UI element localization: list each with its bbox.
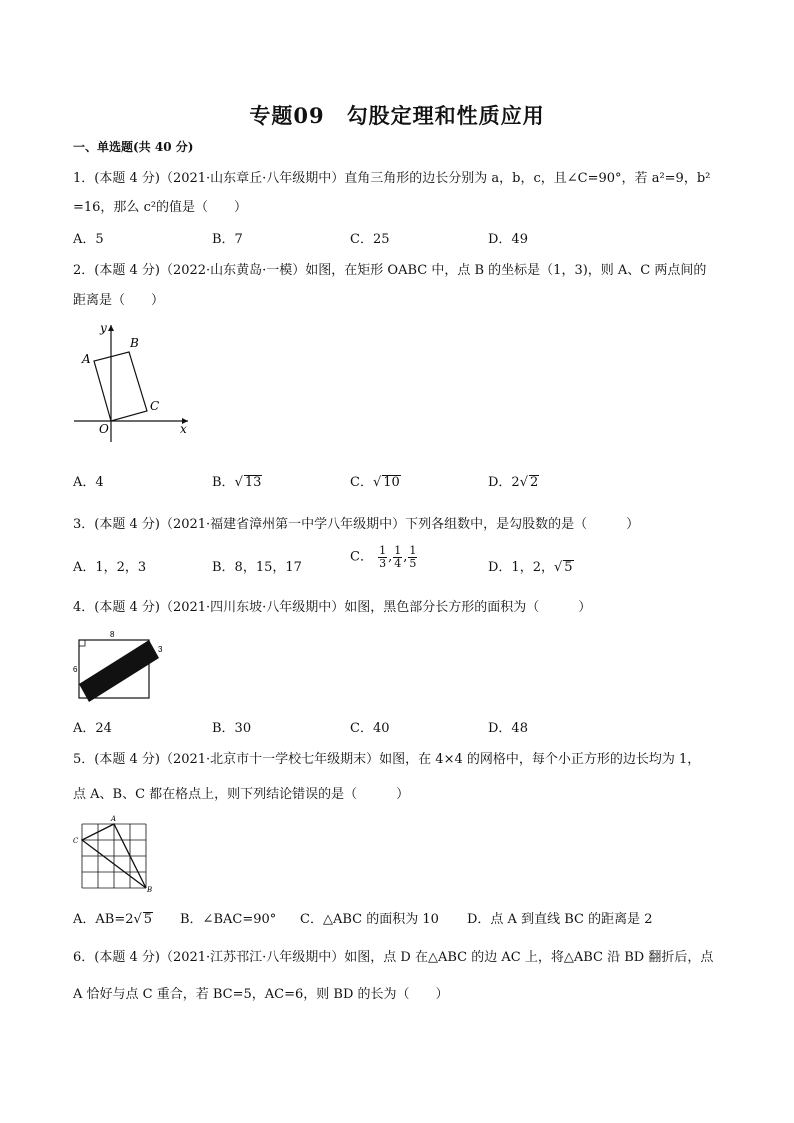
q3-option-c[interactable]: C． $\frac{1}{3}$ , $\frac{1}{4}$ , $\frac{1}{5}$: [350, 544, 417, 570]
q2-option-b[interactable]: B．√ 13: [212, 475, 262, 490]
point-b-label: B: [130, 336, 139, 350]
q5-point-b: B: [147, 886, 153, 893]
q1-option-b[interactable]: B．7: [212, 232, 243, 247]
q4-option-c[interactable]: C．40: [350, 721, 390, 736]
q3-option-b[interactable]: B．8，15，17: [212, 560, 302, 575]
q6-stem-line1: 6．(本题 4 分)（2021·江苏邗江·八年级期中）如图，点 D 在△ABC 的边 AC 上，将△ABC 沿 BD 翻折后，点: [73, 950, 714, 965]
q2-option-a[interactable]: A．4: [73, 475, 104, 490]
q1-stem-line1: 1．(本题 4 分)（2021·山东章丘·八年级期中）直角三角形的边长分别为 a，b，c，且∠C=90°，若 a²=9，b²: [73, 171, 711, 186]
q5-option-c[interactable]: C．△ABC 的面积为 10: [300, 912, 439, 927]
q4-option-a[interactable]: A．24: [73, 721, 112, 736]
y-axis-label: y: [100, 321, 107, 335]
q4-label-top: 8: [110, 630, 115, 639]
q3-option-d[interactable]: D．1，2，√ 5: [488, 560, 573, 575]
q5-point-c: C: [73, 837, 79, 845]
q5-option-b[interactable]: B．∠BAC=90°: [180, 912, 277, 927]
q1-option-d[interactable]: D．49: [488, 232, 528, 247]
q4-option-b[interactable]: B．30: [212, 721, 252, 736]
q1-option-c[interactable]: C．25: [350, 232, 390, 247]
q2-stem-line1: 2．(本题 4 分)（2022·山东黄岛·一模）如图，在矩形 OABC 中，点 B 的坐标是（1，3)，则 A、C 两点间的: [73, 263, 707, 278]
origin-label: O: [99, 422, 109, 436]
q4-stem-line1: 4．(本题 4 分)（2021·四川东坡·八年级期中）如图，黑色部分长方形的面积为（ ）: [73, 600, 592, 615]
q5-grid-figure: [70, 815, 155, 893]
section-heading: 一、单选题(共 40 分): [73, 140, 194, 154]
q5-option-d[interactable]: D．点 A 到直线 BC 的距离是 2: [467, 912, 653, 927]
q1-stem-line2: =16，那么 c²的值是（ ）: [73, 200, 248, 215]
page-title: 专题09 勾股定理和性质应用: [249, 103, 545, 128]
q5-stem-line1: 5．(本题 4 分)（2021·北京市十一学校七年级期末）如图，在 4×4 的网格中，每个小正方形的边长均为 1，: [73, 752, 701, 767]
point-c-label: C: [150, 399, 160, 413]
q4-label-right: 3: [158, 645, 163, 654]
q4-rectangle-figure: [72, 626, 167, 708]
q5-stem-line2: 点 A、B、C 都在格点上，则下列结论错误的是（ ）: [73, 787, 410, 802]
q4-option-d[interactable]: D．48: [488, 721, 528, 736]
x-axis-label: x: [180, 422, 187, 436]
q4-label-left: 6: [73, 665, 78, 674]
q1-option-a[interactable]: A．5: [73, 232, 104, 247]
q2-option-d[interactable]: D．2√ 2: [488, 475, 539, 490]
q5-point-a: A: [111, 815, 117, 823]
q5-option-a[interactable]: A．AB=2√ 5: [73, 912, 153, 927]
q2-option-c[interactable]: C．√ 10: [350, 475, 400, 490]
q6-stem-line2: A 恰好与点 C 重合，若 BC=5，AC=6，则 BD 的长为（ ）: [73, 987, 449, 1002]
q2-rectangle-figure: [70, 320, 200, 445]
q3-option-a[interactable]: A．1，2，3: [73, 560, 147, 575]
q3-stem-line1: 3．(本题 4 分)（2021·福建省漳州第一中学八年级期中）下列各组数中，是勾股数的是（ ）: [73, 517, 640, 532]
point-a-label: A: [82, 352, 91, 366]
q2-stem-line2: 距离是（ ）: [73, 293, 165, 308]
